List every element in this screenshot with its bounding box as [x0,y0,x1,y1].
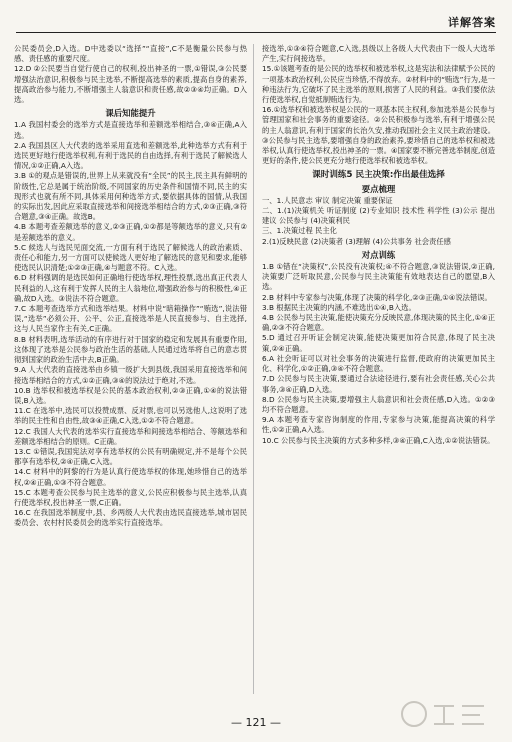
page-header [0,0,512,40]
section-heading: 对点训练 [361,249,396,260]
answer-paragraph: 7.C 本题考查选举方式和选举结果。材料中说“暗箱操作”“贿选”,说法错误,“选举”必须公开、公平、公正,直接选举是人民直接参与、自主选择,这与人民当家作主有关,C正确。 [14,304,247,334]
section-heading: 要点梳理 [361,183,396,194]
answer-paragraph: 4.B 公民参与民主决策,能使决策充分反映民意,体现决策的民主化,①④正确,②③不符合题意。 [262,313,495,333]
answer-paragraph: 14.C 材料中的阿黎的行为是认真行使选举权的体现,她珍惜自己的选举权,②④正确,①③不符合题意。 [14,467,247,487]
answer-paragraph: 一、1.人民意志 审议 制定决策 重要保证 [262,195,393,205]
header-rule [16,32,496,33]
answer-paragraph: 2.(1)反映民意 (2)决策者 (3)理解 (4)公共事务 社会责任感 [262,236,451,246]
answer-paragraph: 8.B 材料表明,选举活动的有序进行对于国家的稳定和发展具有重要作用,这体现了选举是公民参与政治生活的基础,人民通过选举将自己的意志贯彻到国家的政治生活中去,B正确。 [14,334,247,365]
answer-paragraph: 1.B ①错在“决策权”,公民没有决策权;④不符合题意,③说法错误,②正确,决策要广泛听取民意,公民参与民主决策能有效地表达自己的愿望,B入选。 [262,262,495,292]
answer-paragraph: 12.C 我国人大代表的选举实行直接选举和间接选举相结合、等额选举和差额选举相结合的原则。C正确。 [14,426,247,446]
answer-paragraph: 16.①选举权和被选举权是公民的一项基本民主权利,参加选举是公民参与管理国家和社会事务的重要途径。②公民积极参与选举,有利于增强公民的主人翁意识,有利于国家的长治久安,推动我国社会主义民主政治建设。③公民参与民主选举,要增强自身的政治素养,要珍惜自己的选举权和被选举权,认真行使选举权,投出神圣的一票。④国家要不断完善选举制度,创造更好的条件,使公民更充分地行使选举权和被选举权。 [262,105,495,166]
answer-paragraph: 5.C 候选人与选民见面交流,一方面有利于选民了解候选人的政治素质、责任心和能力,另一方面可以使候选人更好地了解选民的意见和要求,能够使选民认识清楚;①②③正确,④与题意不符。C入选。 [14,242,247,273]
answer-paragraph: 2.B 材料中专家参与决策,体现了决策的科学化,②③正确,①④说法错误。 [262,292,492,302]
answer-paragraph: 接选举,①③④符合题意,C入选,县级以上各级人大代表由下一级人大选举产生,实行间接选举。 [262,44,495,64]
answer-paragraph: 公民委员会,D入选。D中选委以“选择”“直接”,C不是衡量公民参与热感、责任感的重要尺度。 [14,44,247,64]
section-heading: 课时训练5 民主决策:作出最佳选择 [312,170,445,181]
header-title: 详解答案 [448,16,496,29]
answer-paragraph: 16.C 在我国选举制度中,县、乡两级人大代表由选民直接选举,城市居民委员会、农村村民委员会的选举实行直接选举。 [14,508,247,528]
answer-paragraph: 8.D 公民参与民主决策,要增强主人翁意识和社会责任感,D入选。①②③均不符合题意。 [262,394,495,414]
answer-paragraph: 6.A 社会听证可以对社会事务的决策进行监督,使政府的决策更加民主化、科学化,①②正确,③④不符合题意。 [262,353,495,374]
answer-paragraph: 9.A 人大代表的直接选举由乡镇一级扩大到县级,我国采用直接选举和间接选举相结合的方式,①②正确,③④的说法过于绝对,不选。 [14,365,247,385]
column-divider [253,44,254,694]
answer-paragraph: 3.B ①的观点是错误的,世界上从来就没有“全民”的民主,民主具有鲜明的阶级性,它总是属于统治阶级,不同国家的历史条件和国情不同,民主的实现形式也就有所不同,具体采用何种选举方式,要依据具体的国情,从我国的实际出发,因此应采取直接选举和间接选举相结合的方式,②③正确,③符合题意,③④正确。故选B。 [14,171,247,222]
right-column [262,44,495,446]
answer-paragraph: 二、1.(1)决策机关 听证制度 (2)专业知识 技术性 科学性 (3)公示 提出建议 公民参与 (4)决策利民 [262,206,495,226]
answer-paragraph: 11.C 在选举中,选民可以投赞成票、反对票,也可以另选他人,这说明了选举的民主性和自由性,故③④正确,C入选,①②不符合题意。 [14,406,247,426]
answer-paragraph: 1.A 我国村委会的选举方式是直接选举和差额选举相结合,③④正确,A入选。 [14,120,247,140]
answer-paragraph: 12.D ②公民要当自觉行使自己的权利,投出神圣的一票,①错误,③公民要增强法治意识,积极参与民主选举,不断提高选举的素质,提高自身的素养,提高政治参与能力,不断增强主人翁意识和责任感,故②③④均正确。D入选。 [14,64,247,105]
answer-paragraph: 9.A 本题考查专家咨询制度的作用,专家参与决策,能提高决策的科学性,①②正确,A入选。 [262,415,495,435]
answer-paragraph: 15.①该题考查的是公民的选举权和被选举权,这是宪法和法律赋予公民的一项基本政治权利,公民应当珍惜,不得放弃。②材料中的“贿选”行为,是一种违法行为,它破坏了民主选举的原则,损害了人民的利益。③我们要依法行使选举权,自觉抵制贿选行为。 [262,64,495,105]
answer-paragraph: 3.B 根据民主决策的内涵,不难选出①④,B入选。 [262,302,416,312]
answer-paragraph: 13.C ①错误,我国宪法对享有选举权的公民有明确规定,并不是每个公民都享有选举权,②④正确,C入选。 [14,446,247,467]
answer-paragraph: 15.C 本题考查公民参与民主选举的意义,公民应积极参与民主选举,认真行使选举权,投出神圣一票,C正确。 [14,487,247,507]
left-column [14,44,247,529]
answer-paragraph: 10.B 选举权和被选举权是公民的基本政治权利,②③正确,①④的说法错误,B入选。 [14,385,247,405]
page-number: — 121 — [231,716,281,729]
watermark-logo [396,694,496,734]
answer-paragraph: 10.C 公民参与民主决策的方式多种多样,③④正确,C入选,①②说法错误。 [262,435,495,445]
answer-paragraph: 2.A 我国县区人大代表的选举采用直选和差额选举,此种选举方式有利于选民更好地行使选举权利,有利于选民的自由选择,有利于选民了解候选人情况,①②正确,A入选。 [14,140,247,171]
answer-paragraph: 6.D 材料强调的是选民如何正确地行使选举权,理性投票,选出真正代表人民利益的人,这有利于发挥人民的主人翁地位,增强政治参与的积极性,④正确,故D入选。③说法不符合题意。 [14,273,247,303]
section-heading: 课后知能提升 [105,108,156,119]
answer-paragraph: 7.D 公民参与民主决策,要通过合法途径进行,要有社会责任感,关心公共事务,③④正确,D入选。 [262,374,495,394]
answer-paragraph: 4.B 本题考查差额选举的意义,②③正确,①②都是等额选举的意义,只有②是差额选举的意义。 [14,222,247,242]
answer-paragraph: 三、1.决策过程 民主化 [262,226,337,236]
answer-paragraph: 5.D 通过召开听证会制定决策,能使决策更加符合民意,体现了民主决策,②④正确。 [262,333,495,353]
